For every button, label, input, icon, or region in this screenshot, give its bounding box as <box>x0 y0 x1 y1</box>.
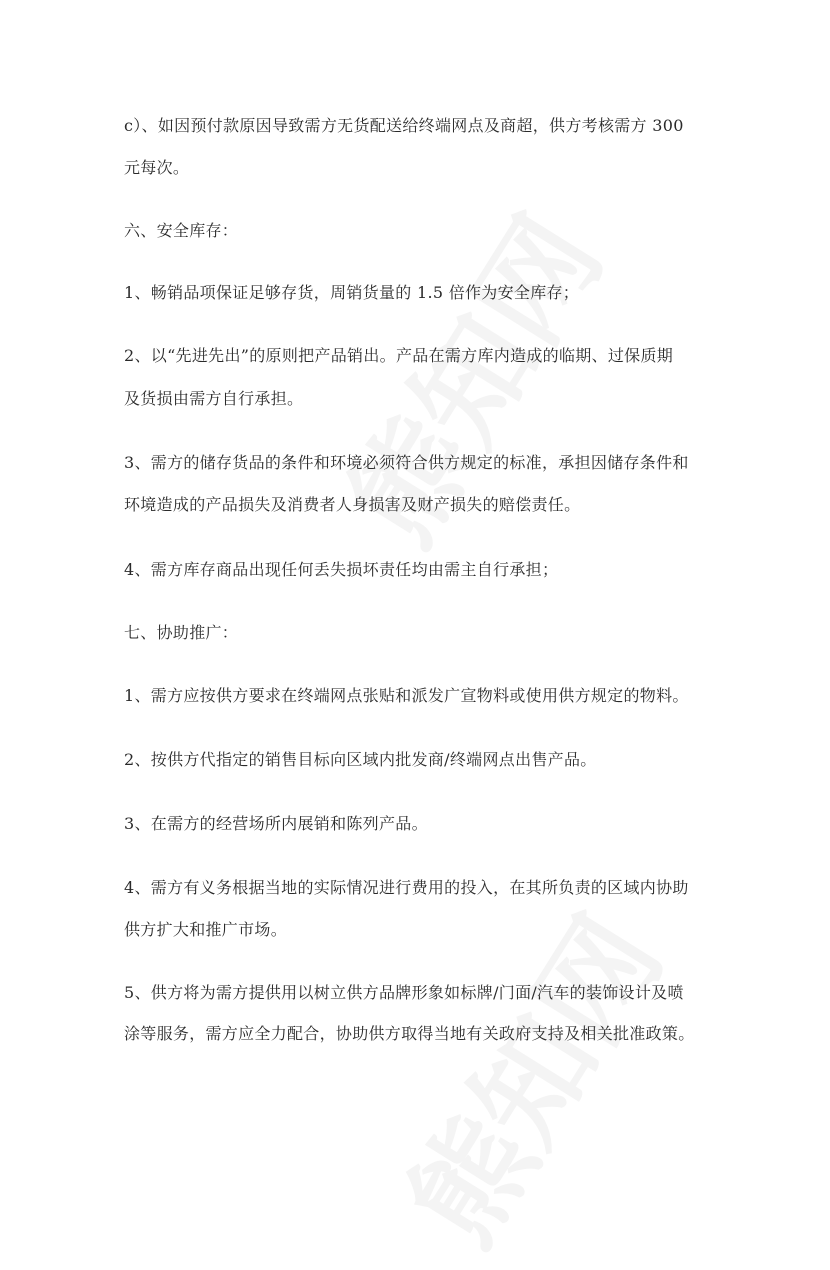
paragraph-line: 3、需方的储存货品的条件和环境必须符合供方规定的标准，承担因储存条件和 <box>124 453 689 472</box>
paragraph-line: 4、需方库存商品出现任何丢失损坏责任均由需主自行承担； <box>124 560 559 579</box>
paragraph-line: 3、在需方的经营场所内展销和陈列产品。 <box>124 814 428 833</box>
section-heading: 七、协助推广： <box>124 623 239 642</box>
paragraph-line: 1、畅销品项保证足够存货，周销货量的 1.5 倍作为安全库存； <box>124 283 580 302</box>
paragraph-line: 2、以“先进先出”的原则把产品销出。产品在需方库内造成的临期、过保质期 <box>124 346 674 365</box>
paragraph-line: 1、需方应按供方要求在终端网点张贴和派发广宣物料或使用供方规定的物料。 <box>124 686 689 705</box>
paragraph-line: 涂等服务，需方应全力配合，协助供方取得当地有关政府支持及相关批准政策。 <box>124 1024 695 1043</box>
paragraph-line: 2、按供方代指定的销售目标向区域内批发商/终端网点出售产品。 <box>124 750 597 769</box>
watermark <box>361 880 693 1270</box>
paragraph-line: c）、如因预付款原因导致需方无货配送给终端网点及商超，供方考核需方 300 <box>124 116 684 135</box>
paragraph-line: 及货损由需方自行承担。 <box>124 389 304 408</box>
section-heading: 六、安全库存： <box>124 221 239 240</box>
paragraph-line: 环境造成的产品损失及消费者人身损害及财产损失的赔偿责任。 <box>124 495 581 514</box>
paragraph-line: 元每次。 <box>124 158 190 177</box>
paragraph-line: 5、供方将为需方提供用以树立供方品牌形象如标牌/门面/汽车的装饰设计及喷 <box>124 983 684 1002</box>
paragraph-line: 4、需方有义务根据当地的实际情况进行费用的投入，在其所负责的区域内协助 <box>124 878 689 897</box>
paragraph-line: 供方扩大和推广市场。 <box>124 920 288 939</box>
